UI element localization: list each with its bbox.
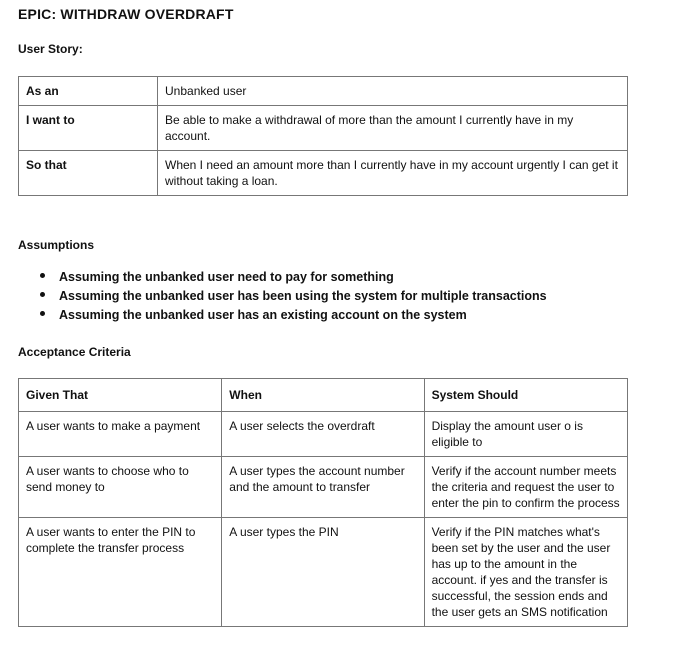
list-item	[40, 268, 547, 287]
table-header-row	[19, 379, 628, 412]
epic-title: EPIC: WITHDRAW OVERDRAFT	[18, 6, 234, 22]
story-value-cell: When I need an amount more than I currently have in my account urgently I can get it without taking a loan.	[158, 151, 628, 196]
bullet-icon	[40, 311, 45, 316]
given-cell: A user wants to enter the PIN to complete the transfer process	[19, 518, 222, 627]
when-cell: A user types the PIN	[222, 518, 424, 627]
story-key-cell: As an	[19, 77, 158, 106]
bullet-icon	[40, 273, 45, 278]
column-header: Given That	[19, 379, 222, 412]
assumptions-list	[40, 268, 547, 325]
table-row	[19, 412, 628, 457]
assumptions-heading: Assumptions	[18, 238, 95, 252]
story-value-cell: Unbanked user	[158, 77, 628, 106]
system-should-cell: Verify if the account number meets the criteria and request the user to enter the pin to confirm the process	[424, 457, 627, 518]
list-item	[40, 287, 547, 306]
list-item	[40, 306, 547, 325]
given-cell: A user wants to make a payment	[19, 412, 222, 457]
assumption-text: Assuming the unbanked user need to pay for something	[59, 270, 394, 284]
user-story-table	[18, 76, 628, 196]
table-row	[19, 151, 628, 196]
table-row	[19, 77, 628, 106]
column-header: System Should	[424, 379, 627, 412]
given-cell: A user wants to choose who to send money to	[19, 457, 222, 518]
system-should-cell: Display the amount user o is eligible to	[424, 412, 627, 457]
assumption-text: Assuming the unbanked user has an existing account on the system	[59, 308, 467, 322]
story-key-cell: So that	[19, 151, 158, 196]
story-value-cell: Be able to make a withdrawal of more than the amount I currently have in my account.	[158, 106, 628, 151]
acceptance-criteria-heading: Acceptance Criteria	[18, 345, 131, 359]
column-header: When	[222, 379, 424, 412]
when-cell: A user types the account number and the amount to transfer	[222, 457, 424, 518]
bullet-icon	[40, 292, 45, 297]
system-should-cell: Verify if the PIN matches what's been set by the user and the user has up to the amount in the account. if yes and the transfer is successful, the session ends and the user gets an SMS notification	[424, 518, 627, 627]
when-cell: A user selects the overdraft	[222, 412, 424, 457]
table-row	[19, 106, 628, 151]
table-row	[19, 518, 628, 627]
table-row	[19, 457, 628, 518]
user-story-heading: User Story:	[18, 42, 83, 56]
acceptance-criteria-table	[18, 378, 628, 627]
assumption-text: Assuming the unbanked user has been using the system for multiple transactions	[59, 289, 547, 303]
story-key-cell: I want to	[19, 106, 158, 151]
